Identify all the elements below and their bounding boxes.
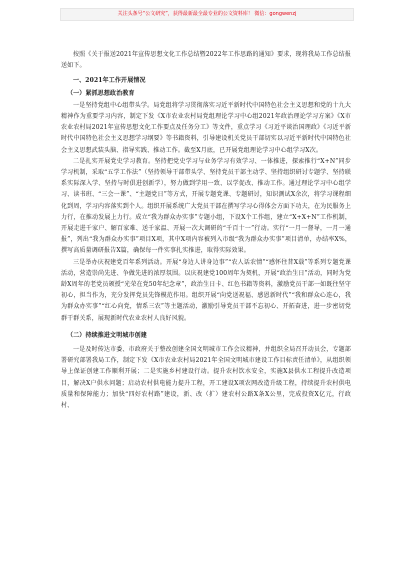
subsection-heading: （二）持续推进文明城市创建 xyxy=(67,331,147,339)
document-body xyxy=(61,49,351,411)
section-heading: 一、2021年工作开展情况 xyxy=(73,77,146,85)
body-paragraph: 三是举办庆祝建党百年系列活动。开展“身边人讲身边事”“农人话农情”“感怀往昔X载”等系列专题党课活动，营造崇尚先进、争做先进的浓厚氛围。以庆祝建党100周年为契机，开展“政治生日”活动，同时为党龄X周年的老党员颁授“光荣在党50年纪念章”，政治生日卡、红色书籍等资料，激励党员干部一如既往坚守初心，担当作为，充分发挥党员先锋模范作用。组织开展“向党送祝福、感恩新时代”“我和群众心连心，我为群众办实事”“红心向党，情系三农”等主题活动，激励引导党员干部不忘初心、开拓奋进，进一步密切党群干群关系，展现新时代农业农村人良好风貌。 xyxy=(61,258,351,322)
intro-paragraph: 按照《关于报送2021年宣传思想文化工作总结暨2022年工作思路的通知》要求，现将我局工作总结报送如下。 xyxy=(61,51,351,70)
body-paragraph: 二是扎实开展党史学习教育。坚持把党史学习与业务学习有效学习、一体推进，探索推行“X+N”同步学习机制，采取“五学工作法”（坚持领导干部带头学、坚持党员干部主动学、坚持组织研讨专题学、坚持联系实际深入学、坚持与时俱进创新学），努力做到学用一致、以学促改、推动工作。通过理论学习中心组学习、读书班、“三会一课”、“主题党日”等方式，开展专题党课、专题研讨，知识测试X余次，将学习课程细化到周，学习内容落实到个人。组织开展系统广大党员干部在撰写学习心得体会方面下功夫，在为民服务上力行，在推动发展上力行。成立“我为群众办实事”专题小组，下设X个工作组，建立“X+X+N”工作机制，开展走进千家户、解百家难、送千家温、开展一次大调研的“千百十一”行动。实行“一月一督导，一月一通报”，列出“我为群众办实事”项目X项，其中X项内容被列入市级“我为群众办实事”项目清单，办结率X%，撰写高质量调研报告X篇，确保每一件实事扎实推进，取得实际效果。 xyxy=(61,157,351,255)
top-banner: 关注头条号“公文研究”，获得最新最全最专业的公文资料库！ 微信：gongwenzj xyxy=(60,8,354,21)
body-paragraph: 一是坚持党组中心组带头学。局党组将学习贯彻落实习近平新时代中国特色社会主义思想和党的十九大精神作为重要学习内容，制定下发《X市农业农村局党组理论学习中心组2021年政治理论学习方案》《X市农业农村局2021年宣传思想文化工作要点及任务分工》等文件，重点学习《习近平谈治国理政》《习近平新时代中国特色社会主义思想学习纲要》等书籍资料，引导建设机关党员干部切实以习近平新时代中国特色社会主义思想武装头脑、指导实践、推动工作。截至X月底，已开展党组理论学习中心组学习X次。 xyxy=(61,101,351,154)
body-paragraph: 一是及时传达市委、市政府关于整改创建全国文明城市工作会议精神，并组织全局召开动员会，专题部署研究部署我局工作，制定下发《X市农业农村局2021年全国文明城市建设工作目标责任清单》，从组织领导上保证创建工作顺利开展；二是实施乡村建设行动。提升农村饮水安全，实施X县供水工程提升改造项目，解决X户供水问题；启动农村供电能力提升工程，开工建设X项农网改造升级工程，持续提升农村供电质量和保障能力；加快“四好农村路”建设，新、改（扩）建农村公路X条X公里，完成投资X亿元，行政村、 xyxy=(61,346,351,410)
subsection-heading: （一）紧抓思想政治教育 xyxy=(67,89,135,97)
